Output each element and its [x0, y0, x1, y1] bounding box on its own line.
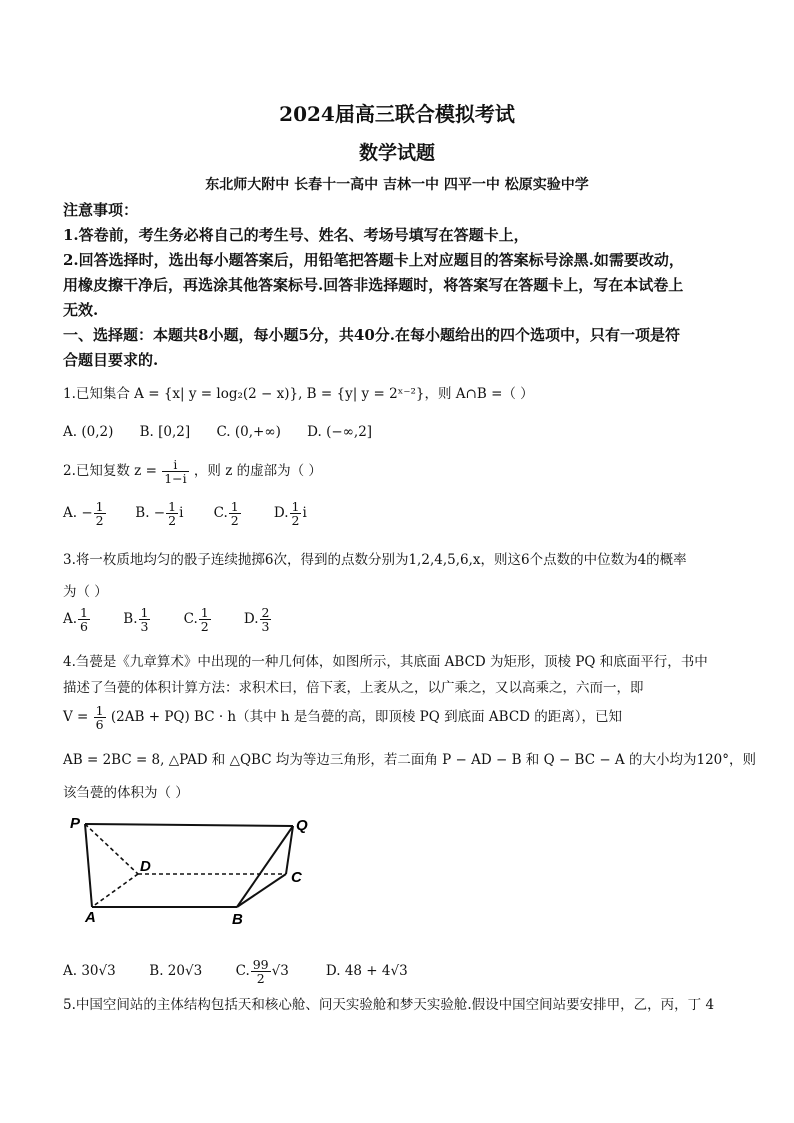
edge-bc	[237, 874, 286, 907]
q3-option-b: B. $\frac{1}{3}$	[123, 605, 149, 635]
q4-option-a: A. 30√3	[63, 963, 116, 980]
q3-option-d: D. $\frac{2}{3}$	[243, 605, 270, 635]
q4-stem-line-5: 该刍甍的体积为（ ）	[63, 785, 189, 801]
school-list: 东北师大附中 长春十一高中 吉林一中 四平一中 松原实验中学	[205, 177, 589, 193]
notice-heading: 注意事项：	[63, 201, 139, 219]
label-p: P	[70, 815, 81, 832]
notice-item-2-line-3: 无效.	[63, 301, 99, 319]
notice-item-2-line-2: 用橡皮擦干净后，再选涂其他答案标号.回答非选择题时，将答案写在答题卡上，写在本试卷上	[63, 276, 684, 294]
q2-fraction: $\frac{i}{1-i}$	[164, 457, 187, 487]
q3-stem-line-2: 为（ ）	[63, 584, 108, 600]
q2-stem: 2.已知复数 z = $\frac{i}{1-i}$ ，则 z 的虚部为（ ）	[63, 457, 322, 487]
section-1-heading-cont: 合题目要求的.	[63, 351, 159, 369]
q2-options	[63, 500, 731, 527]
notice-item-2-line-1: 2.回答选择时，选出每小题答案后，用铅笔把答题卡上对应题目的答案标号涂黑.如需要改动，	[63, 251, 684, 269]
q4-options	[63, 958, 731, 985]
section-1-heading: 一、选择题：本题共8小题，每小题5分，共40分.在每小题给出的四个选项中，只有一项是符	[63, 326, 680, 344]
q3-options	[63, 606, 731, 633]
edge-pa	[85, 824, 92, 907]
q3-stem-line-1: 3.将一枚质地均匀的骰子连续抛掷6次，得到的点数分别为1,2,4,5,6,x，则这6个点数的中位数为4的概率	[63, 552, 687, 568]
edge-pq	[85, 824, 293, 826]
q2-option-d: D. $\frac{1}{2}$ i	[273, 499, 307, 529]
q1-option-a: A. (0,2)	[63, 424, 114, 440]
q4-figure	[60, 808, 330, 928]
q1-options	[63, 424, 731, 440]
q3-option-a: A. $\frac{1}{6}$	[63, 605, 88, 635]
q2-option-b: B. − $\frac{1}{2}$ i	[135, 499, 184, 529]
q4-formula-fraction: $\frac{1}{6}$	[95, 703, 104, 733]
label-d: D	[140, 858, 151, 875]
q4-stem-line-2: 描述了刍甍的体积计算方法：求积术曰，倍下袤，上袤从之，以广乘之，又以高乘之，六而一，即	[63, 680, 644, 696]
q1-option-c: C. (0,+∞)	[216, 424, 281, 440]
label-b: B	[232, 911, 243, 928]
q4-option-d: D. 48 + 4√3	[325, 963, 408, 980]
label-c: C	[291, 869, 302, 886]
q2-option-c: C. $\frac{1}{2}$	[213, 499, 239, 529]
exam-title: 2024届高三联合模拟考试	[279, 102, 515, 126]
q5-stem-line-1: 5.中国空间站的主体结构包括天和核心舱、问天实验舱和梦天实验舱.假设中国空间站要安排甲，乙，丙，丁 4	[63, 997, 715, 1013]
q1-option-b: B. [0,2]	[139, 424, 191, 440]
q4-stem-line-1: 4.刍甍是《九章算术》中出现的一种几何体，如图所示，其底面 ABCD 为矩形，顶棱 PQ 和底面平行，书中	[63, 654, 708, 670]
label-a: A	[85, 909, 96, 926]
q4-formula-line: V = $\frac{1}{6}$ (2AB + PQ) BC · h（其中 h 是刍甍的高，即顶棱 PQ 到底面 ABCD 的距离），已知	[63, 703, 623, 733]
q4-option-b: B. 20√3	[149, 963, 203, 980]
edge-pd-hidden	[85, 824, 138, 874]
q1-stem: 1.已知集合 A = {x| y = log₂(2 − x)}, B = {y| y = 2ˣ⁻²}，则 A∩B =（ ）	[63, 386, 534, 402]
label-q: Q	[296, 817, 308, 834]
q4-stem-line-4: AB = 2BC = 8, △PAD 和 △QBC 均为等边三角形，若二面角 P − AD − B 和 Q − BC − A 的大小均为120°，则	[63, 752, 756, 768]
q1-option-d: D. (−∞,2]	[307, 424, 373, 440]
exam-subject: 数学试题	[358, 142, 435, 164]
edge-ad-hidden	[92, 874, 138, 907]
q2-option-a: A. − $\frac{1}{2}$	[63, 499, 104, 529]
edge-qb	[237, 826, 293, 907]
q3-option-c: C. $\frac{1}{2}$	[183, 605, 209, 635]
q4-option-c: C. $\frac{99}{2}$ √3	[235, 957, 289, 987]
notice-item-1: 1.答卷前，考生务必将自己的考生号、姓名、考场号填写在答题卡上，	[63, 226, 529, 244]
